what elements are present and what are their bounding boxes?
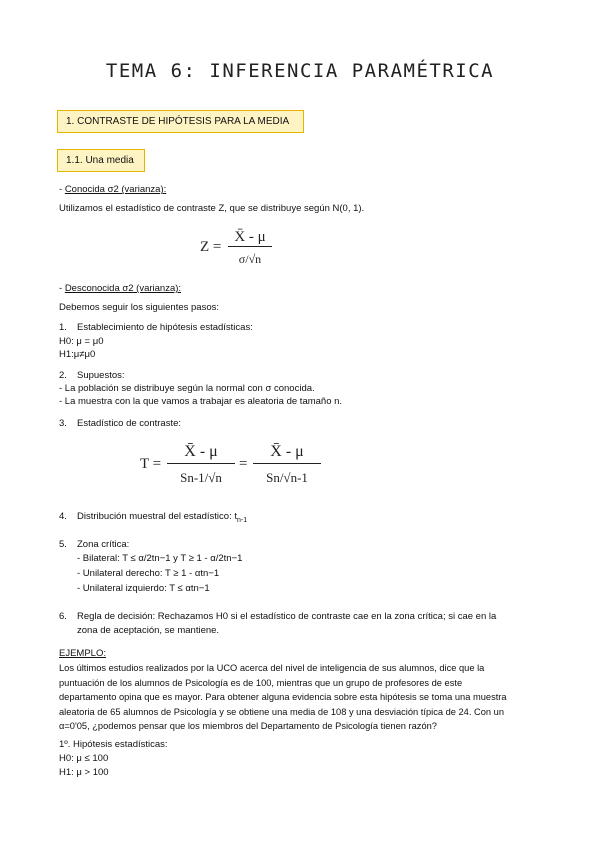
t-formula-equals: = — [239, 456, 248, 472]
example-line: puntuación de los alumnos de Psicología es de 100, mientras que un grupo de profesores de este — [59, 677, 463, 688]
example-line: departamento opina que es mayor. Para obtener alguna evidencia sobre esta hipótesis se toma una muestra — [59, 692, 507, 702]
step-1 — [59, 322, 253, 335]
step-5-number: 5. — [59, 539, 67, 550]
t-formula-denominator-2: Sn/√n-1 — [266, 470, 308, 485]
example-h1: H1: μ > 100 — [59, 767, 109, 778]
step-5-unilateral-right: - Unilateral derecho: T ≥ 1 - αtn−1 — [77, 568, 220, 579]
step-5 — [59, 539, 129, 552]
example-line: Los últimos estudios realizados por la UCO acerca del nivel de inteligencia de sus alumnos, dice que la — [59, 663, 485, 673]
t-formula-lhs: T = — [140, 456, 162, 472]
section-heading-contraste: 1. CONTRASTE DE HIPÓTESIS PARA LA MEDIA — [57, 110, 304, 133]
unknown-prefix: - — [59, 283, 65, 294]
subsection-heading-una-media: 1.1. Una media — [57, 149, 145, 172]
step-2-title: Supuestos: — [77, 370, 125, 381]
known-variance-text: Utilizamos el estadístico de contraste Z, que se distribuye según N(0, 1). — [59, 203, 365, 214]
t-formula-numerator-2: X̄ - μ — [270, 443, 304, 460]
step-5-bilateral: - Bilateral: T ≤ α/2tn−1 y T ≥ 1 - α/2tn−1 — [77, 553, 243, 564]
z-formula-numerator: X̄ - μ — [234, 229, 266, 245]
z-formula-denominator: σ/√n — [238, 252, 262, 266]
step-4-number: 4. — [59, 511, 67, 522]
step-6-line-1: Regla de decisión: Rechazamos H0 si el estadístico de contraste cae en la zona crítica; si cae en la — [77, 611, 497, 622]
step-3-title: Estadístico de contraste: — [77, 418, 182, 429]
known-prefix: - — [59, 184, 65, 195]
z-formula-lhs: Z = — [200, 239, 222, 255]
example-line: α=0'05, ¿podemos pensar que los miembros del Departamento de Psicología tienen razón? — [59, 721, 437, 731]
step-6 — [59, 611, 496, 624]
step-1-number: 1. — [59, 322, 67, 333]
t-formula-denominator-1: Sn-1/√n — [180, 470, 222, 485]
unknown-label-text: Desconocida σ2 (varianza): — [64, 283, 182, 294]
step-1-h1: H1:μ≠μ0 — [59, 349, 96, 360]
step-1-h0: H0: μ = μ0 — [59, 336, 104, 347]
step-4-title: Distribución muestral del estadístico: t — [77, 511, 237, 522]
t-formula — [135, 432, 335, 490]
t-formula-numerator-1: X̄ - μ — [184, 443, 218, 460]
unknown-intro: Debemos seguir los siguientes pasos: — [59, 302, 220, 313]
unknown-variance-label — [59, 283, 181, 296]
step-6-number: 6. — [59, 611, 67, 622]
step-5-title: Zona crítica: — [77, 539, 130, 550]
step-1-title: Establecimiento de hipótesis estadísticas: — [77, 322, 253, 333]
example-paragraph — [59, 661, 549, 734]
known-label-text: Conocida σ2 (varianza): — [64, 184, 167, 195]
known-variance-label — [59, 184, 166, 197]
example-label: EJEMPLO: — [59, 648, 106, 659]
step-4-subscript: n-1 — [236, 516, 248, 524]
step-5-unilateral-left: - Unilateral izquierdo: T ≤ αtn−1 — [77, 583, 210, 594]
step-2 — [59, 370, 125, 383]
step-6-line-2: zona de aceptación, se mantiene. — [77, 625, 220, 636]
step-2-assumption-a: - La población se distribuye según la normal con σ conocida. — [59, 383, 315, 394]
step-3-number: 3. — [59, 418, 67, 429]
example-hypothesis-title: 1º. Hipótesis estadísticas: — [59, 739, 168, 750]
page-title: TEMA 6: INFERENCIA PARAMÉTRICA — [105, 60, 495, 82]
example-h0: H0: μ ≤ 100 — [59, 753, 109, 764]
step-2-number: 2. — [59, 370, 67, 381]
step-2-assumption-b: - La muestra con la que vamos a trabajar es aleatoria de tamaño n. — [59, 396, 343, 407]
step-4 — [59, 511, 247, 527]
example-line: aleatoria de 65 alumnos de Psicología y se obtiene una media de 108 y una desviación típica de 24. Con un — [59, 706, 505, 717]
step-3 — [59, 418, 181, 431]
z-formula — [195, 220, 285, 270]
